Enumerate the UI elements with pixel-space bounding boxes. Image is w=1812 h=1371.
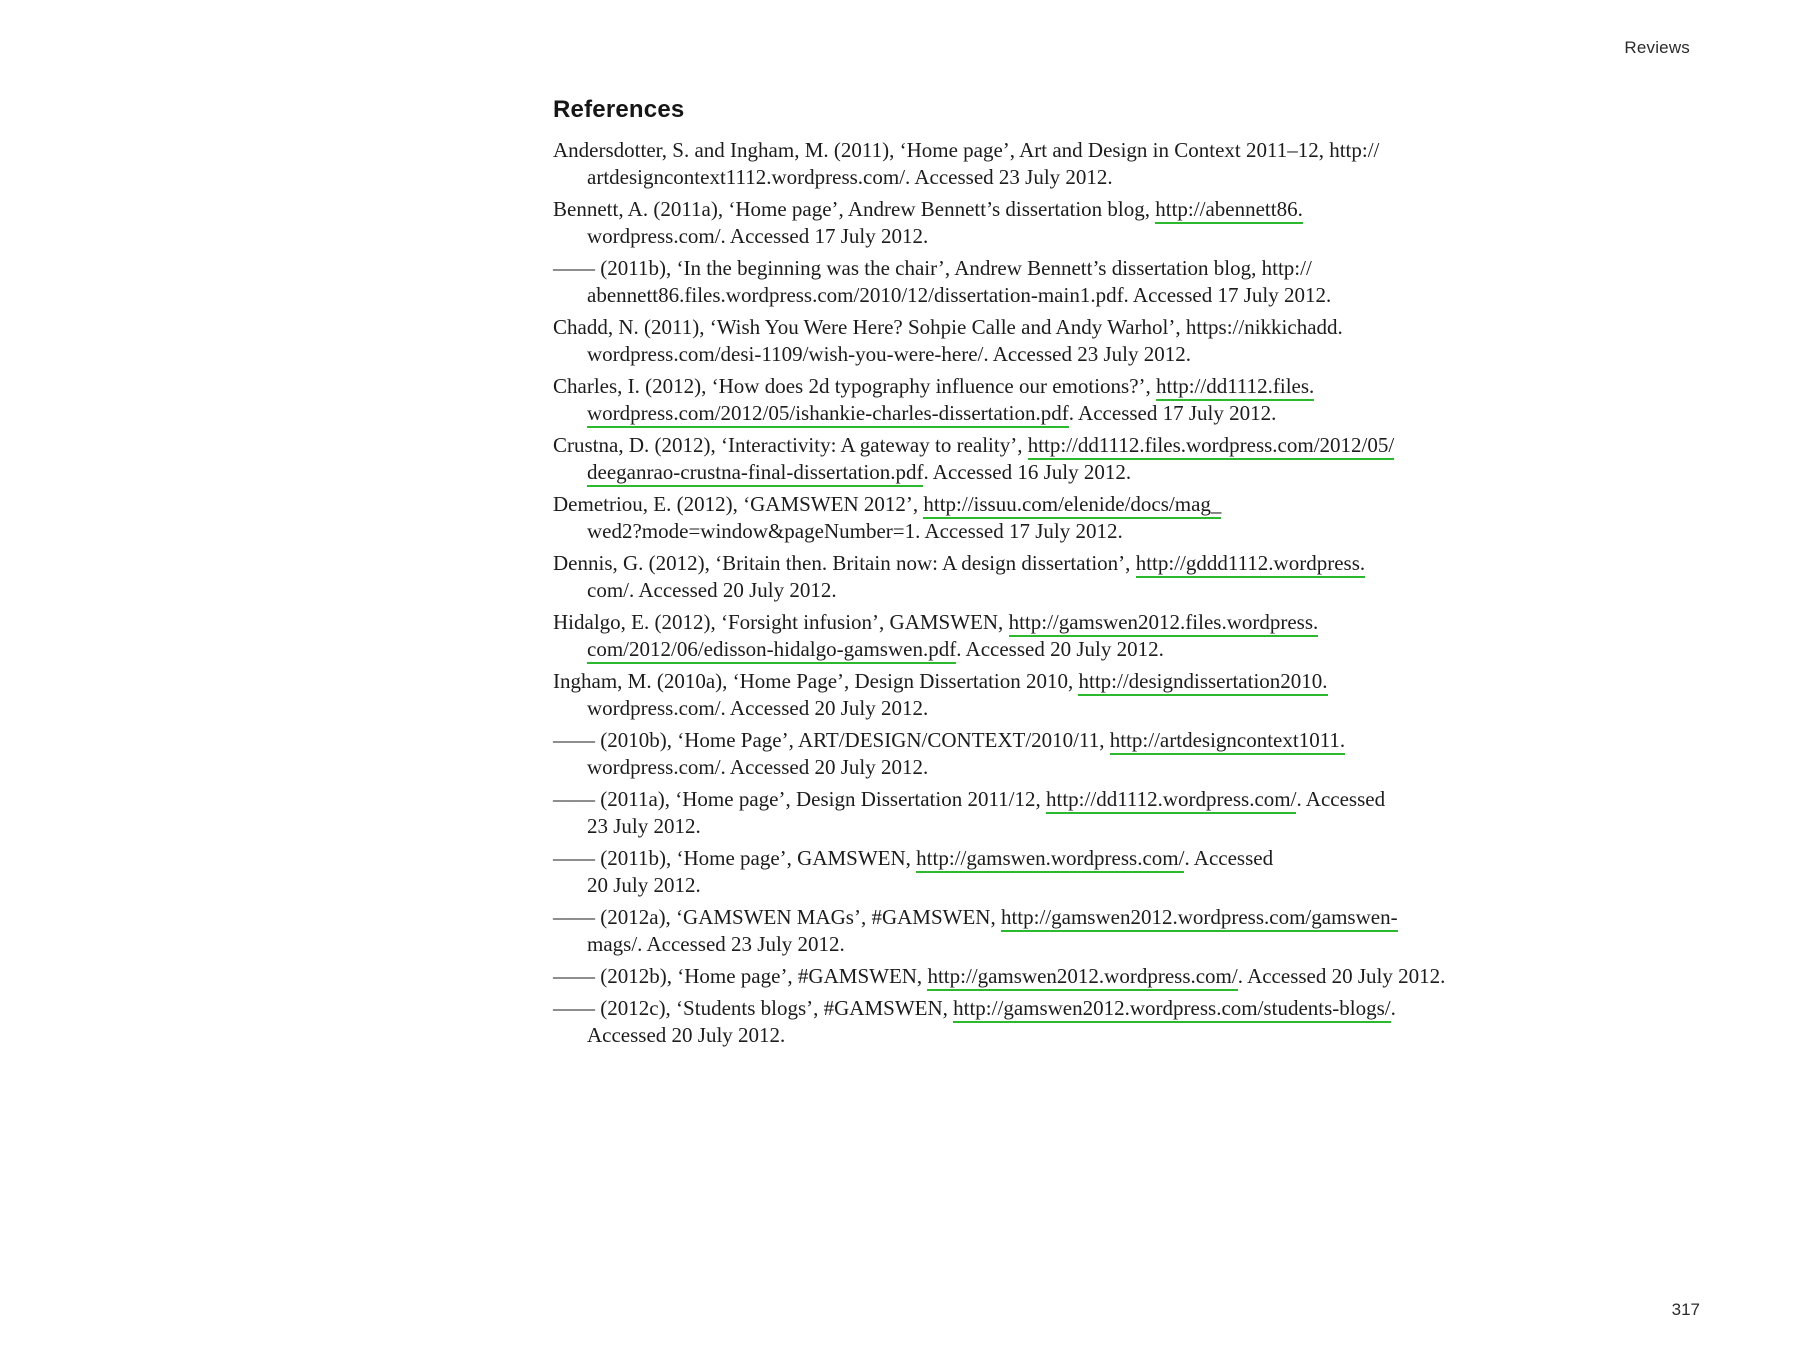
reference-url-link[interactable]: http://gamswen2012.wordpress.com/ <box>927 964 1237 991</box>
reference-entry <box>553 904 1513 958</box>
reference-entry <box>553 432 1513 486</box>
reference-url-link[interactable]: http://gamswen2012.files.wordpress. <box>1009 610 1319 637</box>
reference-text: . Accessed <box>1296 787 1386 811</box>
reference-text: . Accessed 16 July 2012. <box>923 460 1132 484</box>
reference-url-link[interactable]: http://gamswen.wordpress.com/ <box>916 846 1184 873</box>
reference-text: wordpress.com/. Accessed 20 July 2012. <box>587 696 929 720</box>
reference-line <box>553 400 1513 427</box>
reference-text: Demetriou, E. (2012), ‘GAMSWEN 2012’, <box>553 492 924 516</box>
reference-text: 20 July 2012. <box>587 873 701 897</box>
reference-text: . Accessed 20 July 2012. <box>956 637 1164 661</box>
running-header: Reviews <box>1624 38 1690 57</box>
reference-text: —— (2010b), ‘Home Page’, ART/DESIGN/CONTEXT/2010/11, <box>553 728 1110 752</box>
reference-line <box>553 727 1513 754</box>
reference-line <box>553 963 1513 990</box>
reference-line <box>553 931 1513 958</box>
reference-entry <box>553 786 1513 840</box>
reference-text: —— (2012c), ‘Students blogs’, #GAMSWEN, <box>553 996 954 1020</box>
reference-line <box>553 255 1513 282</box>
page-content <box>553 95 1513 1054</box>
reference-text: Accessed 20 July 2012. <box>587 1023 786 1047</box>
references-list <box>553 137 1513 1049</box>
reference-text: —— (2011b), ‘In the beginning was the chair’, Andrew Bennett’s dissertation blog, http:// <box>553 256 1312 280</box>
reference-line <box>553 668 1513 695</box>
reference-line <box>553 223 1513 250</box>
reference-text: —— (2011a), ‘Home page’, Design Dissertation 2011/12, <box>553 787 1047 811</box>
reference-text: Chadd, N. (2011), ‘Wish You Were Here? Sohpie Calle and Andy Warhol’, https://nikkichadd. <box>553 315 1343 339</box>
reference-line <box>553 314 1513 341</box>
reference-text: mags/. Accessed 23 July 2012. <box>587 932 845 956</box>
reference-line <box>553 786 1513 813</box>
reference-line <box>553 872 1513 899</box>
reference-entry <box>553 845 1513 899</box>
reference-entry <box>553 373 1513 427</box>
reference-text: Charles, I. (2012), ‘How does 2d typography influence our emotions?’, <box>553 374 1157 398</box>
reference-line <box>553 341 1513 368</box>
reference-text: wed2?mode=window&pageNumber=1. Accessed 17 July 2012. <box>587 519 1123 543</box>
reference-url-link[interactable]: com/2012/06/edisson-hidalgo-gamswen.pdf <box>587 637 956 664</box>
reference-text: Andersdotter, S. and Ingham, M. (2011), ‘Home page’, Art and Design in Context 2011–12, http:// <box>553 138 1380 162</box>
reference-line <box>553 754 1513 781</box>
reference-line <box>553 164 1513 191</box>
reference-line <box>553 904 1513 931</box>
section-title: References <box>553 96 685 123</box>
reference-url-link[interactable]: http://gddd1112.wordpress. <box>1136 551 1365 578</box>
reference-text: com/. Accessed 20 July 2012. <box>587 578 837 602</box>
reference-text: wordpress.com/. Accessed 20 July 2012. <box>587 755 929 779</box>
reference-entry <box>553 963 1513 990</box>
reference-url-link[interactable]: http://abennett86. <box>1155 197 1303 224</box>
reference-text: Crustna, D. (2012), ‘Interactivity: A gateway to reality’, <box>553 433 1028 457</box>
reference-text: . Accessed 20 July 2012. <box>1237 964 1446 988</box>
reference-line <box>553 518 1513 545</box>
reference-text: Hidalgo, E. (2012), ‘Forsight infusion’, GAMSWEN, <box>553 610 1009 634</box>
reference-url-link[interactable]: http://dd1112.files.wordpress.com/2012/05/ <box>1028 433 1395 460</box>
page-number: 317 <box>1671 1300 1700 1319</box>
reference-text: —— (2012b), ‘Home page’, #GAMSWEN, <box>553 964 928 988</box>
reference-text: wordpress.com/. Accessed 17 July 2012. <box>587 224 929 248</box>
reference-entry <box>553 255 1513 309</box>
reference-line <box>553 459 1513 486</box>
reference-text: Bennett, A. (2011a), ‘Home page’, Andrew Bennett’s dissertation blog, <box>553 197 1156 221</box>
reference-text: . Accessed <box>1184 846 1274 870</box>
reference-url-link[interactable]: http://gamswen2012.wordpress.com/gamswen- <box>1001 905 1398 932</box>
reference-line <box>553 137 1513 164</box>
reference-line <box>553 432 1513 459</box>
reference-line <box>553 813 1513 840</box>
reference-text: artdesigncontext1112.wordpress.com/. Accessed 23 July 2012. <box>587 165 1113 189</box>
reference-text: Dennis, G. (2012), ‘Britain then. Britain now: A design dissertation’, <box>553 551 1136 575</box>
reference-line <box>553 373 1513 400</box>
reference-url-link[interactable]: http://dd1112.files. <box>1156 374 1314 401</box>
reference-line <box>553 1022 1513 1049</box>
reference-entry <box>553 196 1513 250</box>
reference-entry <box>553 550 1513 604</box>
reference-line <box>553 845 1513 872</box>
reference-text: abennett86.files.wordpress.com/2010/12/dissertation-main1.pdf. Accessed 17 July 2012. <box>587 283 1332 307</box>
reference-url-link[interactable]: http://designdissertation2010. <box>1078 669 1327 696</box>
reference-url-link[interactable]: http://artdesigncontext1011. <box>1110 728 1345 755</box>
reference-url-link[interactable]: wordpress.com/2012/05/ishankie-charles-dissertation.pdf <box>587 401 1069 428</box>
reference-entry <box>553 314 1513 368</box>
reference-line <box>553 609 1513 636</box>
reference-entry <box>553 727 1513 781</box>
reference-line <box>553 550 1513 577</box>
reference-line <box>553 196 1513 223</box>
reference-line <box>553 695 1513 722</box>
reference-text: . <box>1390 996 1396 1020</box>
reference-line <box>553 577 1513 604</box>
reference-text: —— (2011b), ‘Home page’, GAMSWEN, <box>553 846 917 870</box>
reference-line <box>553 491 1513 518</box>
reference-entry <box>553 491 1513 545</box>
reference-entry <box>553 668 1513 722</box>
reference-url-link[interactable]: http://issuu.com/elenide/docs/mag_ <box>923 492 1221 519</box>
reference-entry <box>553 609 1513 663</box>
reference-text: Ingham, M. (2010a), ‘Home Page’, Design Dissertation 2010, <box>553 669 1079 693</box>
reference-text: wordpress.com/desi-1109/wish-you-were-here/. Accessed 23 July 2012. <box>587 342 1191 366</box>
reference-line <box>553 282 1513 309</box>
reference-url-link[interactable]: deeganrao-crustna-final-dissertation.pdf <box>587 460 923 487</box>
reference-text: 23 July 2012. <box>587 814 701 838</box>
reference-text: . Accessed 17 July 2012. <box>1068 401 1277 425</box>
reference-url-link[interactable]: http://gamswen2012.wordpress.com/students-blogs/ <box>953 996 1390 1023</box>
reference-entry <box>553 995 1513 1049</box>
reference-text: —— (2012a), ‘GAMSWEN MAGs’, #GAMSWEN, <box>553 905 1001 929</box>
reference-line <box>553 636 1513 663</box>
reference-url-link[interactable]: http://dd1112.wordpress.com/ <box>1046 787 1296 814</box>
reference-line <box>553 995 1513 1022</box>
reference-entry <box>553 137 1513 191</box>
